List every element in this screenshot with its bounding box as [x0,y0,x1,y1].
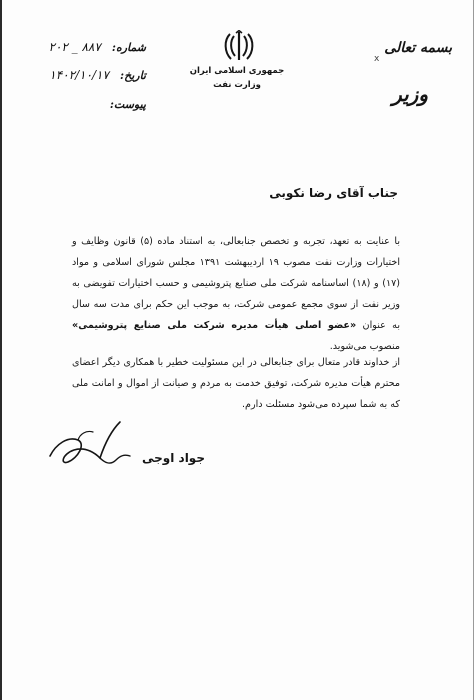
iran-emblem-icon [222,30,256,62]
paragraph-wishes: از خداوند قادر متعال برای جنابعالی در این مسئولیت خطیر با همکاری دیگر اعضای محترم هیأت مدیره شرکت، توفیق خدمت به مردم و صیانت از اموال و امانت ملی که به شما سپرده می‌شود مسئلت دارم. [72,357,400,410]
position-title: «عضو اصلی هیأت مدیره شرکت ملی صنایع پتروشیمی» [72,320,357,331]
date-label: تاریخ: [120,69,146,82]
office-title: وزیر [392,82,428,106]
paragraph-appointment-main: با عنایت به تعهد، تجربه و تخصص جنابعالی، به استناد ماده (۵) قانون وظایف و اختیارات وزارت نفت مصوب ۱۹ اردیبهشت ۱۳۹۱ مجلس شورای اسلامی و مواد (۱۷) و (۱۸) اساسنامه شرکت ملی صنایع پتروشیمی و حسب اختیارات تفویضی به وزیر نفت از سوی مجمع عمومی شرکت، به موجب این حکم برای مدت سه سال به عنوان [72,236,401,331]
paragraph-appointment [72,231,400,357]
corner-mark: x [374,54,380,64]
date-value: ۱۴۰۲/۱۰/۱۷ [49,68,109,82]
number-value: ۲۰۲ _ ۸۸۷ [48,40,101,54]
paragraph-appointment-end: منصوب می‌شوید. [329,341,400,352]
ministry-country-line: جمهوری اسلامی ایران [189,66,285,76]
handwritten-signature [38,414,138,474]
heading-bismillah: بسمه تعالی [384,40,452,56]
signatory-name: جواد اوجی [142,451,205,465]
ministry-name-line: وزارت نفت [213,80,261,90]
scan-edge-left [0,0,2,700]
attachment-label: پیوست: [109,98,146,111]
letter-attachment [6,93,146,112]
letter-number [6,36,146,55]
number-label: شماره: [111,41,146,54]
letter-date [6,64,146,83]
salutation: جناب آقای رضا نکوبی [269,186,398,200]
